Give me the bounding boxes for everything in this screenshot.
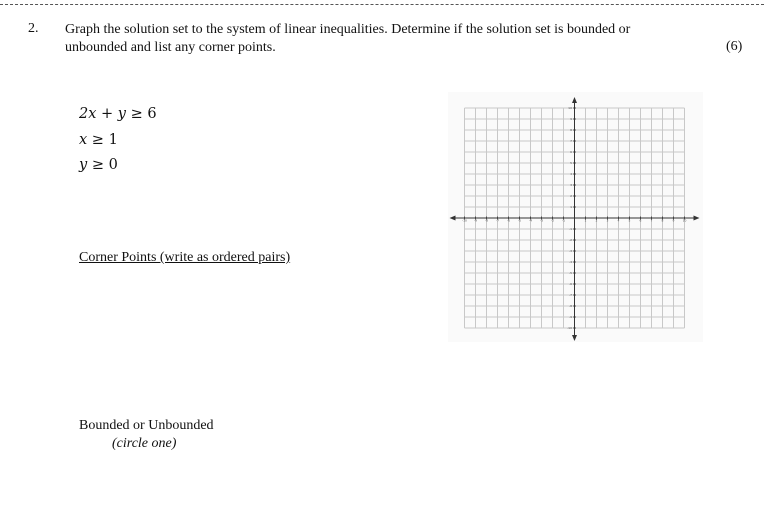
- inequality-1-rhs: 6: [147, 106, 157, 122]
- inequality-2-lhs: x: [79, 132, 88, 148]
- inequality-2: [79, 132, 118, 148]
- y-tick-label: -5: [569, 271, 572, 275]
- x-tick-label: 7: [650, 218, 653, 223]
- circle-one-instruction: (circle one): [112, 436, 177, 451]
- y-tick-label: 8: [570, 128, 572, 132]
- y-tick-label: 3: [570, 183, 572, 187]
- inequality-3-lhs: y: [79, 157, 88, 173]
- x-tick-label: 5: [628, 218, 631, 223]
- y-tick-label: -9: [569, 315, 572, 319]
- bounded-unbounded-label: Bounded or Unbounded: [79, 418, 214, 433]
- coordinate-grid[interactable]: [448, 92, 703, 342]
- x-tick-label: 2: [595, 218, 598, 223]
- x-tick-label: -8: [485, 218, 488, 223]
- x-tick-label: 3: [606, 218, 609, 223]
- inequality-1: [79, 106, 157, 122]
- x-axis-arrow-left: [450, 216, 456, 221]
- x-tick-label: 4: [617, 218, 620, 223]
- x-tick-label: -6: [507, 218, 510, 223]
- x-tick-label: -10: [462, 218, 467, 223]
- x-tick-label: -7: [496, 218, 499, 223]
- x-tick-label: -4: [529, 218, 532, 223]
- y-tick-label: 2: [570, 194, 572, 198]
- y-tick-label: -1: [569, 227, 572, 231]
- x-tick-label: -3: [540, 218, 543, 223]
- y-axis-arrow-down: [572, 335, 577, 341]
- x-tick-label: 1: [584, 218, 587, 223]
- x-tick-label: 10: [682, 218, 687, 223]
- coordinate-grid-svg[interactable]: [448, 92, 703, 342]
- y-tick-label: 1: [570, 205, 572, 209]
- inequality-3-rhs: 0: [108, 157, 118, 173]
- x-tick-label: -5: [518, 218, 521, 223]
- x-tick-label: -1: [562, 218, 565, 223]
- y-tick-label: -8: [569, 304, 572, 308]
- inequality-3-symbol: ≥: [91, 157, 104, 173]
- y-tick-label: 10: [568, 106, 572, 110]
- y-tick-label: 5: [570, 161, 572, 165]
- inequality-2-rhs: 1: [108, 132, 118, 148]
- question-number: 2.: [28, 21, 39, 36]
- x-tick-label: -9: [474, 218, 477, 223]
- x-tick-label: -2: [551, 218, 554, 223]
- y-tick-label: -10: [567, 326, 572, 330]
- x-tick-label: 6: [639, 218, 642, 223]
- inequality-1-lhs: 2x + y: [79, 106, 126, 122]
- corner-points-label: Corner Points (write as ordered pairs): [79, 250, 291, 265]
- x-axis-arrow-right: [694, 216, 700, 221]
- y-tick-label: 9: [570, 117, 572, 121]
- y-tick-label: 7: [570, 139, 572, 143]
- x-tick-label: 9: [672, 218, 675, 223]
- y-tick-label: 4: [570, 172, 572, 176]
- question-prompt: Graph the solution set to the system of linear inequalities. Determine if the solution set is bounded or unbounded and list any corner points.: [65, 22, 631, 55]
- top-divider: [0, 4, 764, 5]
- y-tick-label: -2: [569, 238, 572, 242]
- y-tick-label: -3: [569, 249, 572, 253]
- point-value: (6): [726, 39, 743, 54]
- y-tick-label: -4: [569, 260, 572, 264]
- y-axis-arrow-up: [572, 97, 577, 103]
- y-tick-label: 6: [570, 150, 572, 154]
- y-tick-label: -7: [569, 293, 572, 297]
- inequality-3: [79, 157, 118, 173]
- inequality-2-symbol: ≥: [91, 132, 104, 148]
- inequality-1-symbol: ≥: [130, 106, 143, 122]
- y-tick-label: -6: [569, 282, 572, 286]
- x-tick-label: 8: [661, 218, 664, 223]
